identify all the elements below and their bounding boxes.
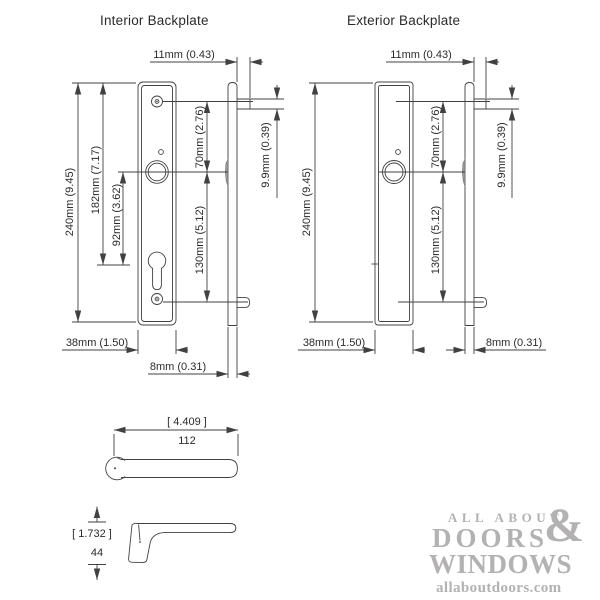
interior-top-screw [152, 96, 163, 107]
logo-all-about: ALL ABOUT [448, 510, 564, 525]
logo-windows: WINDOWS [429, 549, 573, 579]
lever-top-ref-inches: [ 4.409 ] [167, 416, 207, 428]
interior-dim-handle-to-cylinder: 92mm (3.62) [111, 183, 123, 247]
interior-dim-screw-to-handle: 70mm (2.76) [194, 105, 206, 169]
exterior-plate-front [375, 82, 413, 325]
interior-dim-handle-to-screw: 130mm (5.12) [194, 205, 206, 275]
interior-dim-height: 240mm (9.45) [64, 167, 76, 237]
interior-dim-thickness: 8mm (0.31) [149, 361, 207, 373]
lever-side-ref-inches: [ 1.732 ] [72, 528, 112, 540]
exterior-dim-thickness: 8mm (0.31) [485, 337, 543, 349]
lever-side-profile [129, 523, 236, 562]
exterior-backplate-title: Exterior Backplate [347, 13, 461, 28]
exterior-dim-handle-to-screw: 130mm (5.12) [430, 205, 442, 275]
logo-ampersand: & [544, 499, 584, 552]
interior-euro-keyhole [148, 252, 165, 290]
interior-dim-post-depth: 11mm (0.43) [153, 49, 215, 61]
logo-doors: DOORS [432, 523, 549, 553]
interior-dim-width: 38mm (1.50) [65, 337, 129, 349]
interior-dim-post-height: 9.9mm (0.39) [260, 122, 272, 188]
logo-url: allaboutdoors.com [436, 580, 562, 596]
interior-dim-top-to-cylinder: 182mm (7.17) [90, 145, 102, 215]
exterior-dim-post-height: 9.9mm (0.39) [496, 122, 508, 188]
exterior-bottom-post [474, 298, 487, 308]
interior-handle-hub-bump [225, 160, 228, 187]
interior-spindle-pilot-hole [159, 150, 164, 155]
exterior-handle-hub-bump [462, 160, 465, 187]
doors-windows-logo [428, 499, 600, 600]
interior-plate-side [228, 83, 237, 326]
exterior-dim-screw-to-handle: 70mm (2.76) [430, 105, 442, 169]
interior-plate-front [138, 82, 176, 325]
lever-side-view-linework [88, 507, 236, 581]
exterior-dim-post-depth: 11mm (0.43) [390, 49, 452, 61]
interior-bottom-post [237, 298, 250, 308]
exterior-plate-side [465, 83, 474, 326]
interior-bottom-screw [152, 294, 163, 305]
lever-side-height-mm: 44 [90, 547, 104, 559]
interior-backplate-title: Interior Backplate [100, 13, 209, 28]
exterior-diagram-linework [298, 57, 546, 354]
interior-top-post [237, 99, 284, 109]
exterior-dim-height: 240mm (9.45) [301, 167, 313, 237]
exterior-top-post [474, 99, 519, 109]
lever-top-length-mm: 112 [178, 435, 196, 447]
exterior-spindle-pilot-hole [396, 150, 401, 155]
exterior-dim-width: 38mm (1.50) [302, 337, 366, 349]
